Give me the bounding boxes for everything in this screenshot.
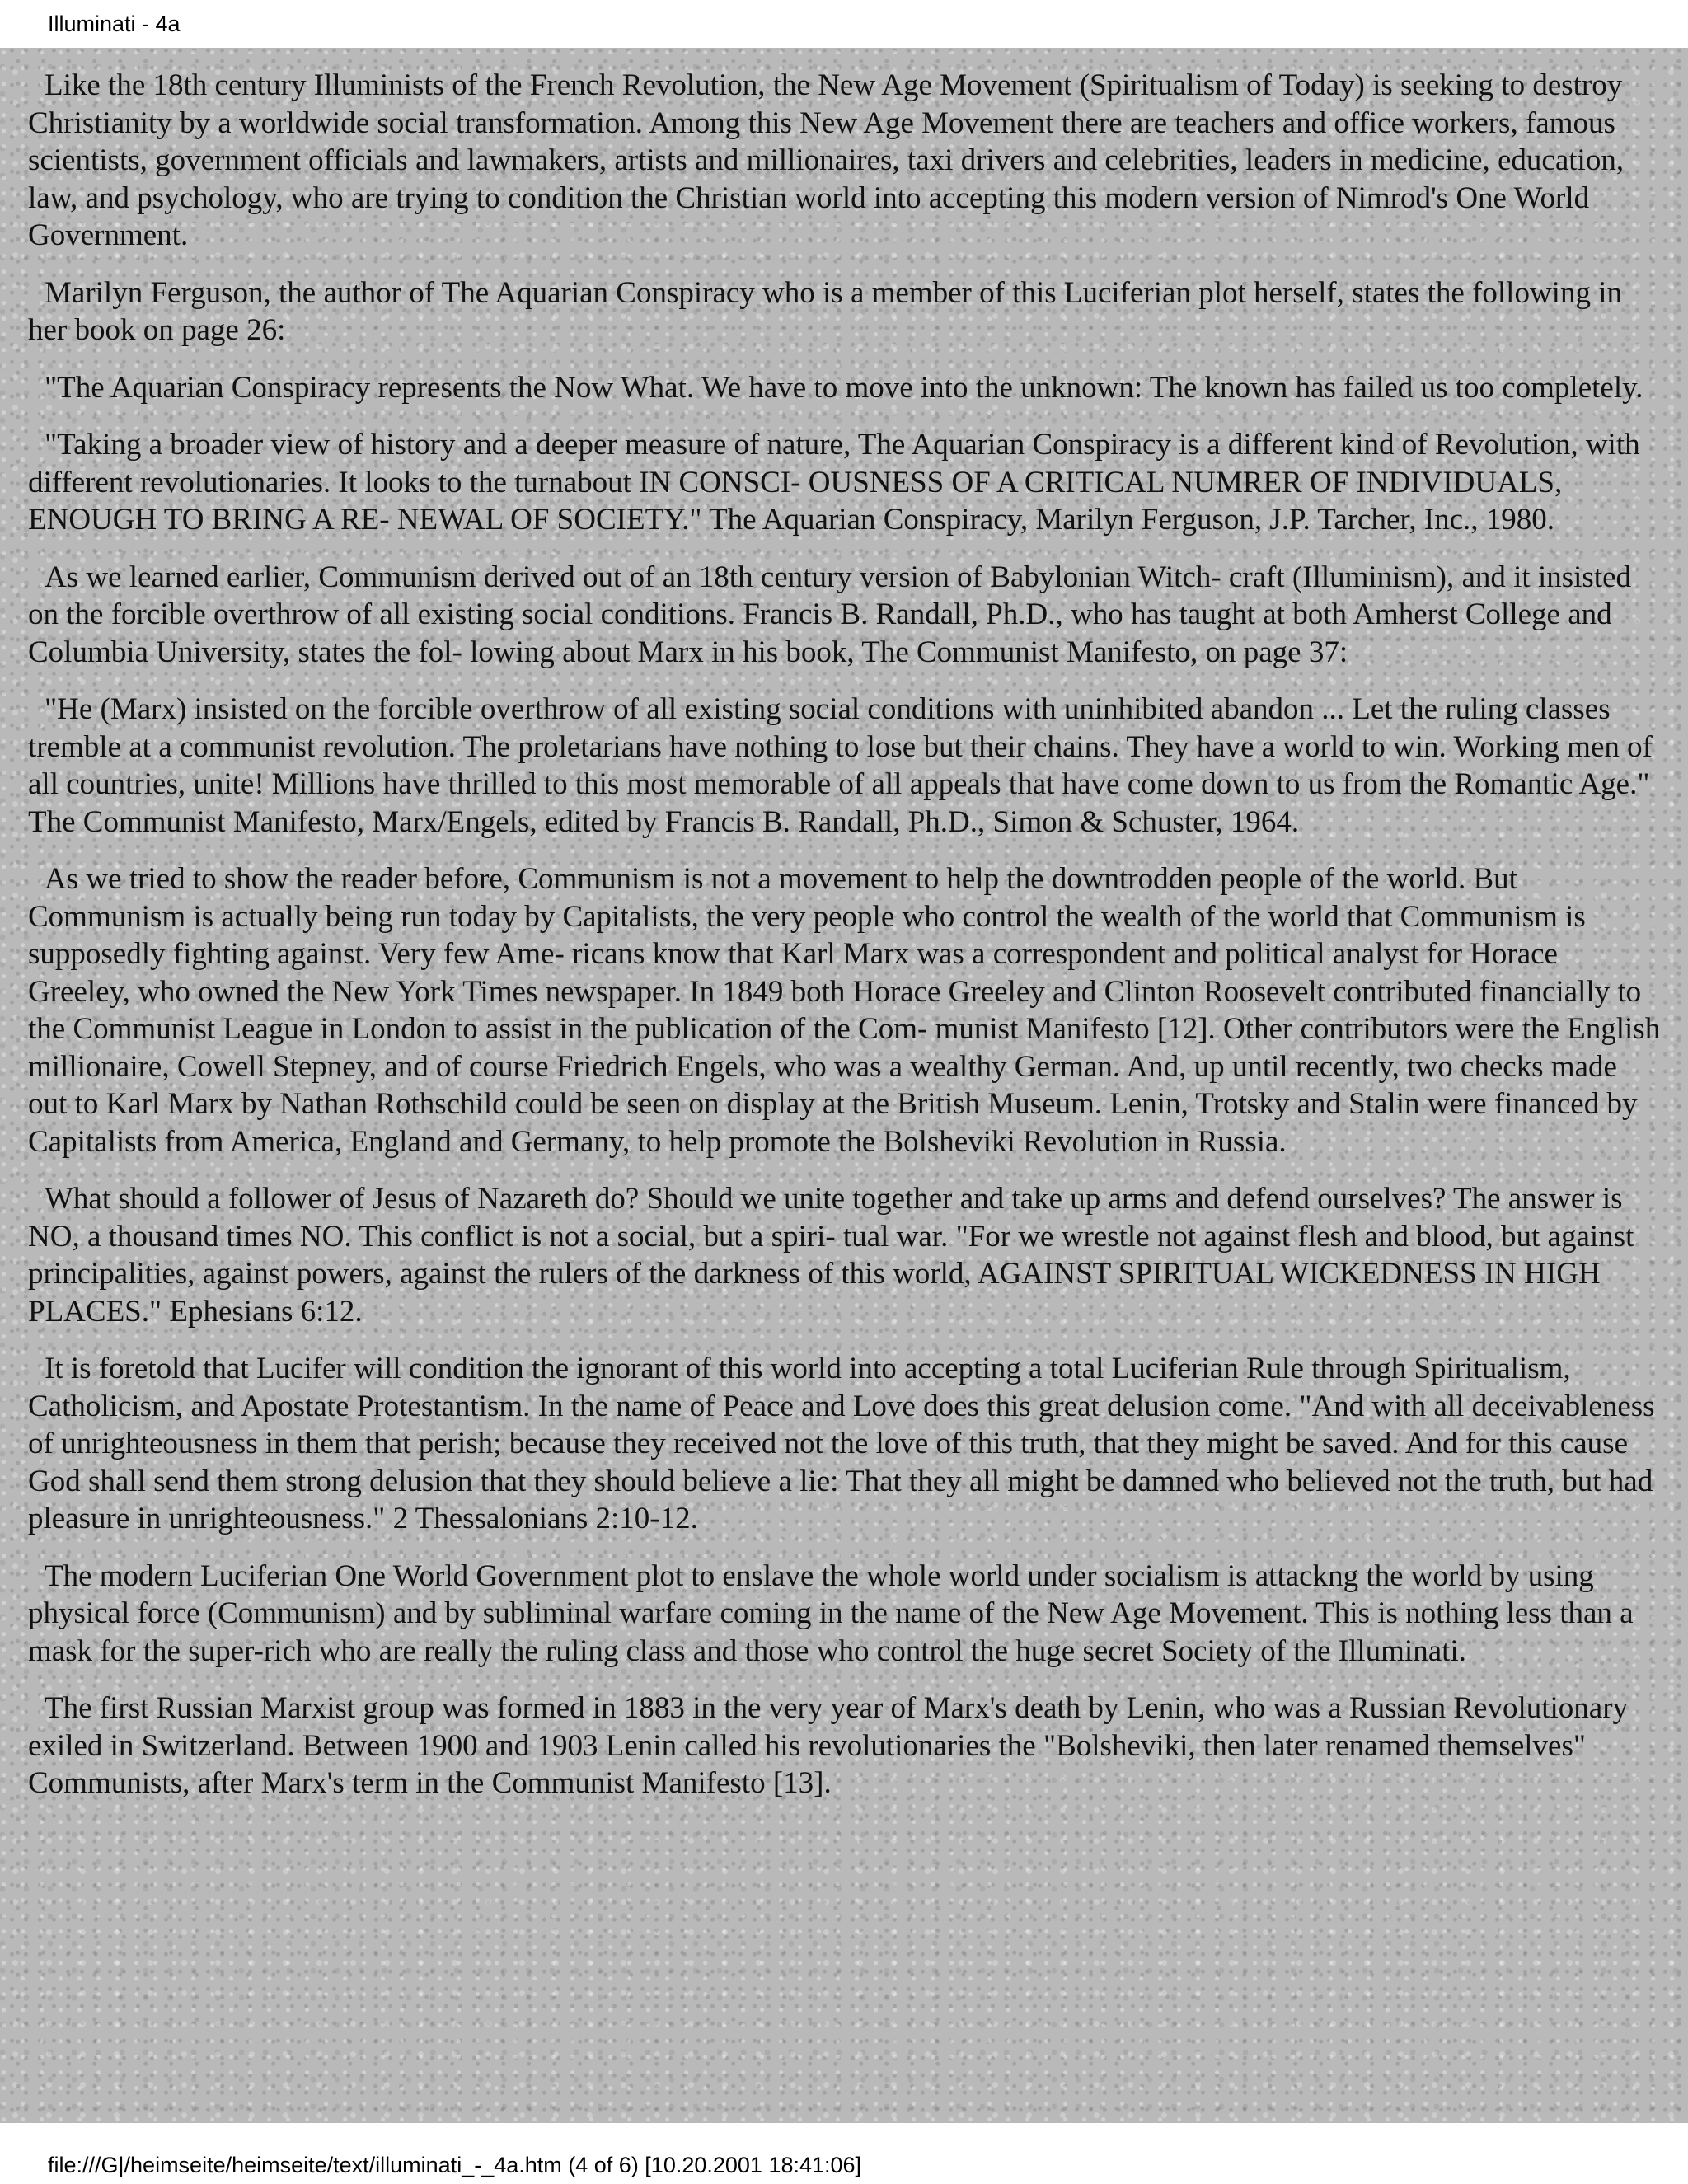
- paragraph-marilyn-ferguson: Marilyn Ferguson, the author of The Aquarian Conspiracy who is a member of this Luciferian plot herself, states the following in her book on page 26:: [28, 275, 1622, 347]
- document-body: [0, 48, 1688, 2123]
- paragraph-capitalists: As we tried to show the reader before, Communism is not a movement to help the downtrodden people of the world. But Communism is actually being run today by Capitalists, the very people who control the wealth of the world that Communism is supposedly fighting against. Very few Ame- ricans know that Karl Marx was a correspondent and political analyst for Horace Greeley, who owned the New York Times newspaper. In 1849 both Horace Greeley and Clinton Roosevelt contributed financially to the Communist League in London to assist in the publication of the Com- munist Manifesto [12]. Other contributors were the English millionaire, Cowell Stepney, and of course Friedrich Engels, who was a wealthy German. And, up until recently, two checks made out to Karl Marx by Nathan Rothschild could be seen on display at the British Museum. Lenin, Trotsky and Stalin were financed by Capitalists from America, England and Germany, to help promote the Bolsheviki Revolution in Russia.: [28, 862, 1661, 1159]
- file-path-footer: file:///G|/heimseite/heimseite/text/illuminati_-_4a.htm (4 of 6) [10.20.2001 18:41:06]: [48, 2153, 862, 2177]
- paragraph-spiritual-war: What should a follower of Jesus of Nazareth do? Should we unite together and take up arms and defend ourselves? The answer is NO, a thousand times NO. This conflict is not a social, but a spiri- tual war. "For we wrestle not against flesh and blood, but against principalities, against powers, against the rulers of the darkness of this world, AGAINST SPIRITUAL WICKEDNESS IN HIGH PLACES." Ephesians 6:12.: [28, 1182, 1634, 1329]
- print-header: [0, 0, 1688, 48]
- quote-aquarian-conspiracy-1: "The Aquarian Conspiracy represents the Now What. We have to move into the unknown: The known has failed us too completely.: [45, 370, 1643, 405]
- quote-communist-manifesto: "He (Marx) insisted on the forcible overthrow of all existing social conditions with uninhibited abandon ... Let the ruling classes tremble at a communist revolution. The proletarians have nothing to lose but their chains. They have a world to win. Working men of all countries, unite! Millions have thrilled to this most memorable of all appeals that have come down to us from the Romantic Age." The Communist Manifesto, Marx/Engels, edited by Francis B. Randall, Ph.D., Simon & Schuster, 1964.: [28, 692, 1653, 839]
- page-title: Illuminati - 4a: [48, 12, 181, 36]
- paragraph-new-age-movement: Like the 18th century Illuminists of the French Revolution, the New Age Movement (Spiritualism of Today) is seeking to destroy Christianity by a worldwide social transformation. Among this New Age Movement there are teachers and office workers, famous scientists, government officials and lawmakers, artists and millionaires, taxi drivers and celebrities, leaders in medicine, education, law, and psychology, who are trying to condition the Christian world into accepting this modern version of Nimrod's One World Government.: [28, 68, 1625, 252]
- paragraph-communism-origins: As we learned earlier, Communism derived out of an 18th century version of Babylonian Witch- craft (Illuminism), and it insisted on the forcible overthrow of all existing social conditions. Francis B. Randall, Ph.D., who has taught at both Amherst College and Columbia University, states the fol- lowing about Marx in his book, The Communist Manifesto, on page 37:: [28, 560, 1632, 669]
- quote-aquarian-conspiracy-2: "Taking a broader view of history and a deeper measure of nature, The Aquarian Conspiracy is a different kind of Revolution, with different revolutionaries. It looks to the turnabout IN CONSCI- OUSNESS OF A CRITICAL NUMRER OF INDIVIDUALS, ENOUGH TO BRING A RE- NEWAL OF SOCIETY." The Aquarian Conspiracy, Marilyn Ferguson, J.P. Tarcher, Inc., 1980.: [28, 428, 1640, 537]
- paragraph-russian-marxist-group: The first Russian Marxist group was formed in 1883 in the very year of Marx's death by Lenin, who was a Russian Revolutionary exiled in Switzerland. Between 1900 and 1903 Lenin called his revolutionaries the "Bolsheviki, then later renamed themselves" Communists, after Marx's term in the Communist Manifesto [13].: [28, 1691, 1629, 1800]
- print-footer: [0, 2123, 1688, 2184]
- paragraph-luciferian-rule: It is foretold that Lucifer will condition the ignorant of this world into accepting a total Luciferian Rule through Spiritualism, Catholicism, and Apostate Protestantism. In the name of Peace and Love does this great delusion come. "And with all deceivableness of unrighteousness in them that perish; because they received not the love of this truth, that they might be saved. And for this cause God shall send them strong delusion that they should believe a lie: That they all might be damned who believed not the truth, but had pleasure in unrighteousness." 2 Thessalonians 2:10-12.: [28, 1352, 1655, 1535]
- paragraph-one-world-government: The modern Luciferian One World Government plot to enslave the whole world under socialism is attackng the world by using physical force (Communism) and by subliminal warfare coming in the name of the New Age Movement. This is nothing less than a mask for the super-rich who are really the ruling class and those who control the huge secret Society of the Illuminati.: [28, 1558, 1634, 1668]
